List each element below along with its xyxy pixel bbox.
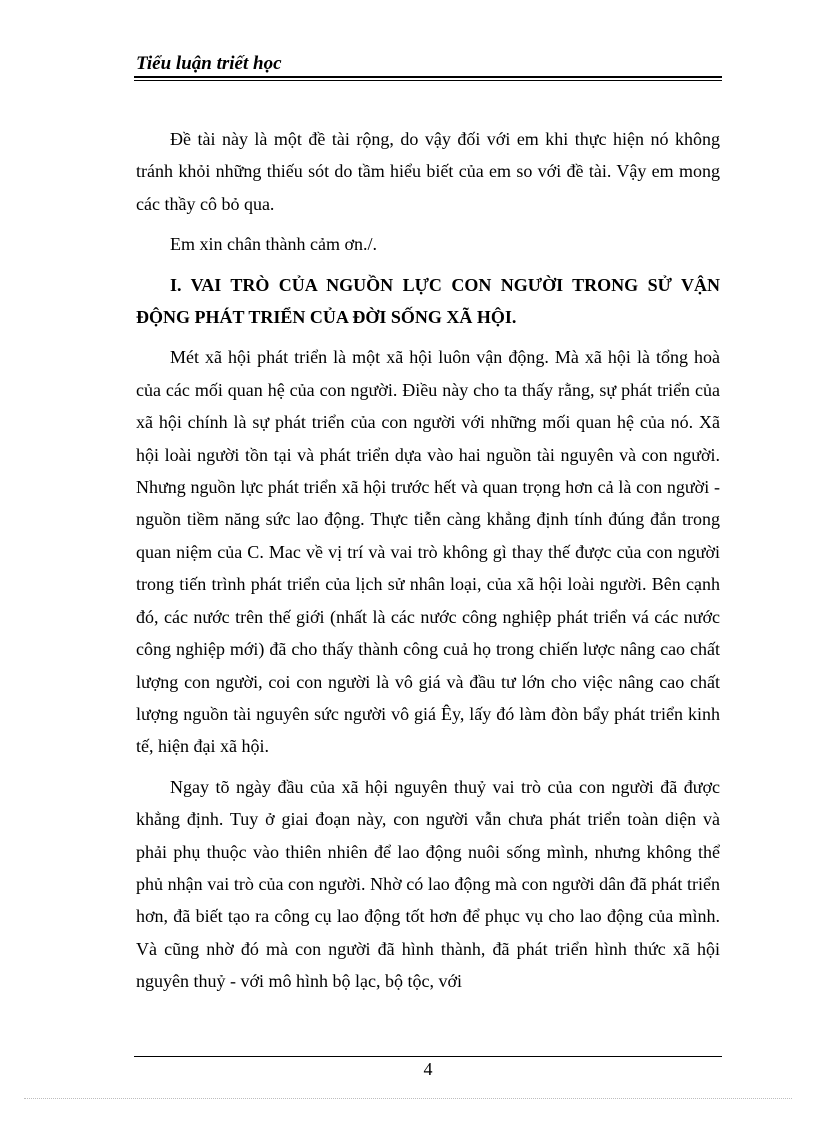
running-header-title: Tiểu luận triết học [136, 53, 282, 74]
header-rule-thin [134, 80, 722, 81]
paragraph-thanks: Em xin chân thành cảm ơn./. [170, 234, 377, 255]
page-bottom-edge [24, 1098, 792, 1099]
paragraph-society: Mét xã hội phát triển là một xã hội luôn vận động. Mà xã hội là tổng hoà của các mối quan hệ của con người. Điều này cho ta thấy rằng, sự phát triển của xã hội chính là sự phát triển của con người với những mối quan hệ của nó. Xã hội loài người tồn tại và phát triển dựa vào hai nguồn tài nguyên và con người. Nhưng nguồn lực phát triển xã hội trước hết và quan trọng hơn cả là con người - nguồn tiềm năng sức lao động. Thực tiễn càng khẳng định tính đúng đắn trong quan niệm của C. Mac về vị trí và vai trò không gì thay thế được của con người trong tiến trình phát triển của lịch sử nhân loại, của xã hội loài người. Bên cạnh đó, các nước trên thế giới (nhất là các nước công nghiệp phát triển vá các nước công nghiệp mới) đã cho thấy thành công cuả họ trong chiến lược nâng cao chất lượng con người, coi con người là vô giá và đầu tư lớn cho việc nâng cao chất lượng nguồn tài nguyên sức người vô giá Êy, lấy đó làm đòn bẩy phát triển kinh tế, hiện đại xã hội. [136, 347, 720, 757]
section-heading: I. VAI TRÒ CỦA NGUỒN LỰC CON NGƯỜI TRONG SỬ VẬN ĐỘNG PHÁT TRIỂN CỦA ĐỜI SỐNG XÃ HỘI. [136, 274, 720, 328]
paragraph-intro: Đề tài này là một đề tài rộng, do vậy đối với em khi thực hiện nó không tránh khỏi những thiếu sót do tầm hiểu biết của em so với đề tài. Vậy em mong các thầy cô bỏ qua. [136, 129, 720, 214]
footer-rule [134, 1056, 722, 1057]
page-number: 4 [423, 1059, 433, 1079]
header-rule-thick [134, 76, 722, 78]
body-text [136, 123, 720, 998]
paragraph-primitive-society: Ngay tõ ngày đầu của xã hội nguyên thuỷ vai trò của con người đã được khẳng định. Tuy ở giai đoạn này, con người vẫn chưa phát triển toàn diện và phải phụ thuộc vào thiên nhiên để lao động nuôi sống mình, nhưng không thể phủ nhận vai trò của con người. Nhờ có lao động mà con người dân đã phát triển hơn, đã biết tạo ra công cụ lao động tốt hơn để phục vụ cho lao động của mình. Và cũng nhờ đó mà con người đã hình thành, đã phát triển hình thức xã hội nguyên thuỷ - với mô hình bộ lạc, bộ tộc, với [136, 776, 720, 992]
